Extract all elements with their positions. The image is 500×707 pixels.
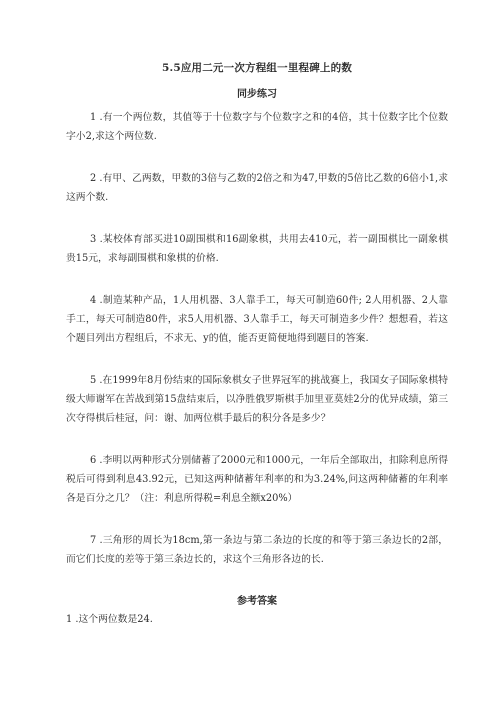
problem-1: 1 .有一个两位数，其值等于十位数字与个位数字之和的4倍，其十位数字比个位数字小2,求这个两位数.	[66, 112, 448, 142]
answer-1: 1 .这个两位数是24.	[66, 614, 153, 625]
answers-title: 参考答案	[237, 596, 277, 607]
problem-4: 4 .制造某种产品，1人用机器、3人靠手工，每天可制造60件; 2人用机器、2人靠手工，每天可制造80件，求5人用机器、3人靠手工，每天可制造多少件？想想看，若这个题目列出方程组后，不求无、y的值，能否更简便地得到题目的答案.	[66, 295, 448, 344]
problem-2: 2 .有甲、乙两数，甲数的3倍与乙数的2倍之和为47,甲数的5倍比乙数的6倍小1,求这两个数.	[66, 173, 448, 203]
document-title: 5.5应用二元一次方程组一里程碑上的数	[161, 62, 353, 74]
problem-7: 7 .三角形的周长为18cm,第一条边与第二条边的长度的和等于第三条边长的2部，而它们长度的差等于第三条边长的，求这个三角形各边的长.	[66, 535, 448, 565]
problem-3: 3 .某校体育部买进10副围棋和16副象棋，共用去410元，若一副围棋比一副象棋贵15元，求每副围棋和象棋的价格.	[66, 234, 448, 264]
document-subtitle: 同步练习	[237, 89, 277, 100]
problem-6: 6 .李明以两种形式分别储蓄了2000元和1000元，一年后全部取出，扣除利息所得税后可得到利息43.92元，已知这两种储蓄年利率的和为3.24%,问这两种储蓄的年利率各是百分之几？（注：利息所得税=利息全额x20%）	[66, 455, 448, 504]
problem-5: 5 .在1999年8月份结束的国际象棋女子世界冠军的挑战赛上，我国女子国际象棋特级大师谢军在苦战到第15盘结束后，以净胜俄罗斯棋手加里亚莫娃2分的优异成绩，第三次夺得棋后桂冠，问：谢、加两位棋手最后的积分各是多少？	[66, 375, 448, 424]
